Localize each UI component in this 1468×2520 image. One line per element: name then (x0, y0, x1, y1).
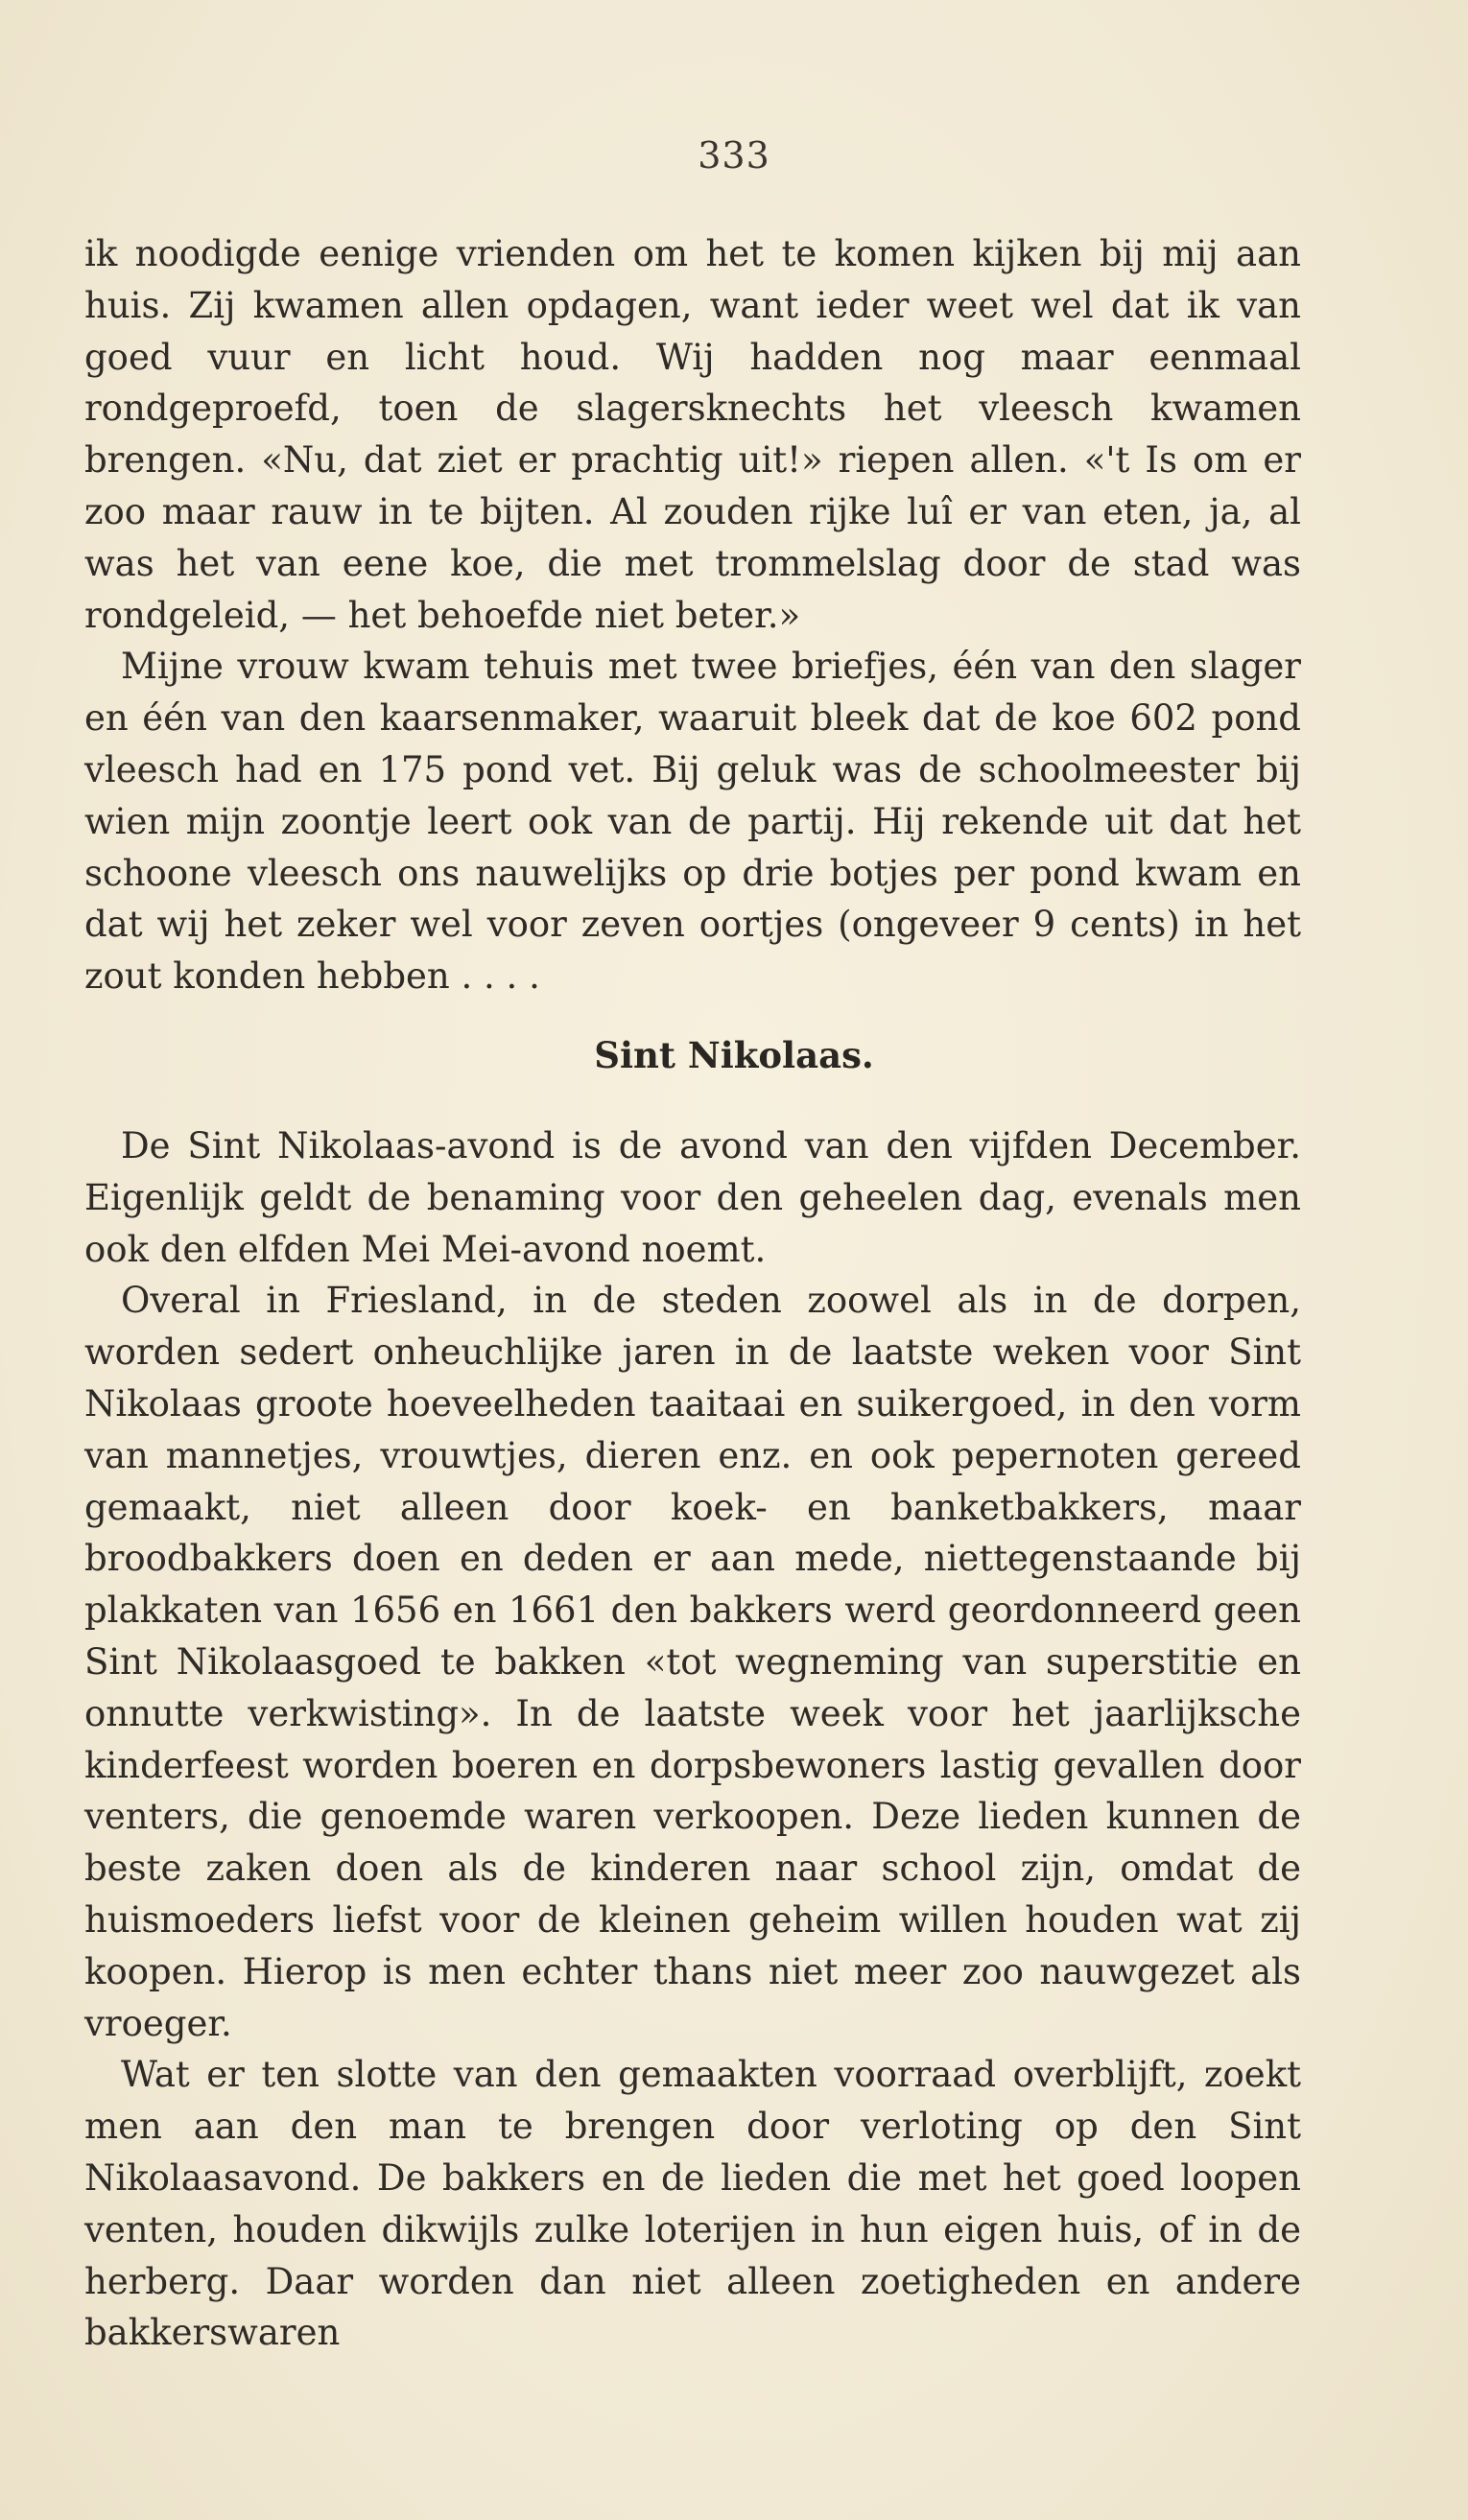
paragraph: Mijne vrouw kwam tehuis met twee briefjes, één van den slager en één van den kaarsenmaker, waaruit bleek dat de koe 602 pond vleesch had en 175 pond vet. Bij geluk was de schoolmeester bij wien mijn zoontje leert ook van de partij. Hij rekende uit dat het schoone vleesch ons nauwelijks op drie botjes per pond kwam en dat wij het zeker wel voor zeven oortjes (ongeveer 9 cents) in het zout konden hebben . . . . (84, 646, 1301, 998)
paragraph: Wat er ten slotte van den gemaakten voorraad overblijft, zoekt men aan den man te brengen door verloting op den Sint Nikolaasavond. De bakkers en de lieden die met het goed loopen venten, houden dikwijls zulke loterijen in hun eigen huis, of in de herberg. Daar worden dan niet alleen zoetigheden en andere bakkerswaren (84, 2054, 1301, 2354)
paragraph: ik noodigde eenige vrienden om het te komen kijken bij mij aan huis. Zij kwamen allen opdagen, want ieder weet wel dat ik van goed vuur en licht houd. Wij hadden nog maar eenmaal rondgeproefd, toen de slagersknechts het vleesch kwamen brengen. «Nu, dat ziet er prachtig uit!» riepen allen. «'t Is om er zoo maar rauw in te bijten. Al zouden rijke luî er van eten, ja, al was het van eene koe, die met trommelslag door de stad was rondgeleid, — het behoefde niet beter.» (84, 233, 1301, 636)
text-section-1 (84, 228, 1301, 1002)
paragraph: Overal in Friesland, in de steden zoowel als in de dorpen, worden sedert onheuchlijke jaren in de laatste weken voor Sint Nikolaas groote hoeveelheden taaitaai en suikergoed, in den vorm van mannetjes, vrouwtjes, dieren enz. en ook pepernoten gereed gemaakt, niet alleen door koek- en banketbakkers, maar broodbakkers doen en deden er aan mede, niettegenstaande bij plakkaten van 1656 en 1661 den bakkers werd geordonneerd geen Sint Nikolaasgoed te bakken «tot wegneming van superstitie en onnutte verkwisting». In de laatste week voor het jaarlijksche kinderfeest worden boeren en dorpsbewoners lastig gevallen door venters, die genoemde waren verkoopen. Deze lieden kunnen de beste zaken doen als de kinderen naar school zijn, omdat de huismoeders liefst voor de kleinen geheim willen houden wat zij koopen. Hierop is men echter thans niet meer zoo nauwgezet als vroeger. (84, 1280, 1301, 2044)
section-heading: Sint Nikolaas. (594, 1034, 874, 1076)
page-number: 333 (698, 134, 770, 177)
text-section-2 (84, 1120, 1301, 2359)
paragraph: De Sint Nikolaas-avond is de avond van den vijfden December. Eigenlijk geldt de benaming voor den geheelen dag, evenals men ook den elfden Mei Mei-avond noemt. (84, 1125, 1301, 1270)
